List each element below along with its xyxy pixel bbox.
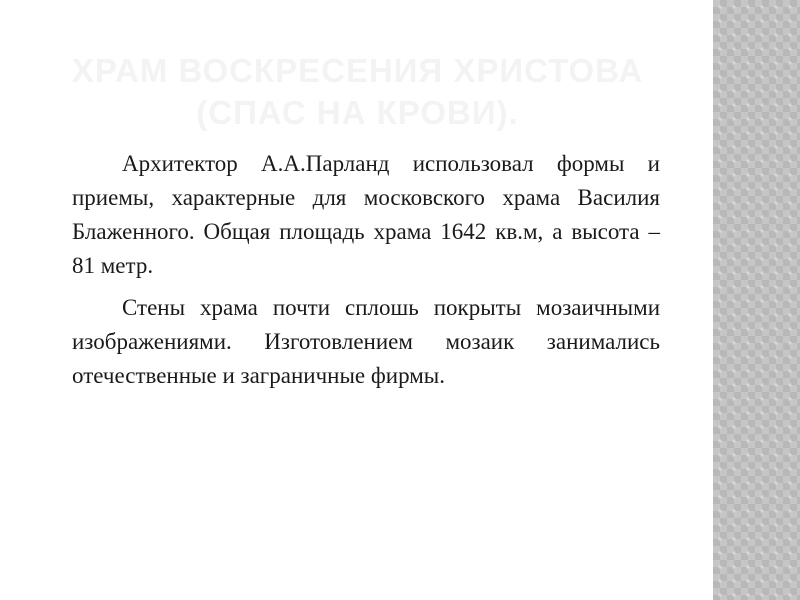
slide-body [72, 147, 660, 401]
slide-title-line1: ХРАМ ВОСКРЕСЕНИЯ ХРИСТОВА [71, 52, 644, 89]
slide-title-line2: (СПАС НА КРОВИ). [196, 94, 519, 131]
body-paragraph-2: Стены храма почти сплошь покрыты мозаичными изображениями. Изготовлением мозаик занимались отечественные и заграничные фирмы. [72, 295, 660, 388]
decorative-side-pattern [713, 0, 800, 600]
slide-title [30, 50, 685, 134]
body-paragraph-1: Архитектор А.А.Парланд использовал формы и приемы, характерные для московского храма Василия Блаженного. Общая площадь храма 1642 кв.м, а высота – 81 метр. [72, 151, 660, 278]
